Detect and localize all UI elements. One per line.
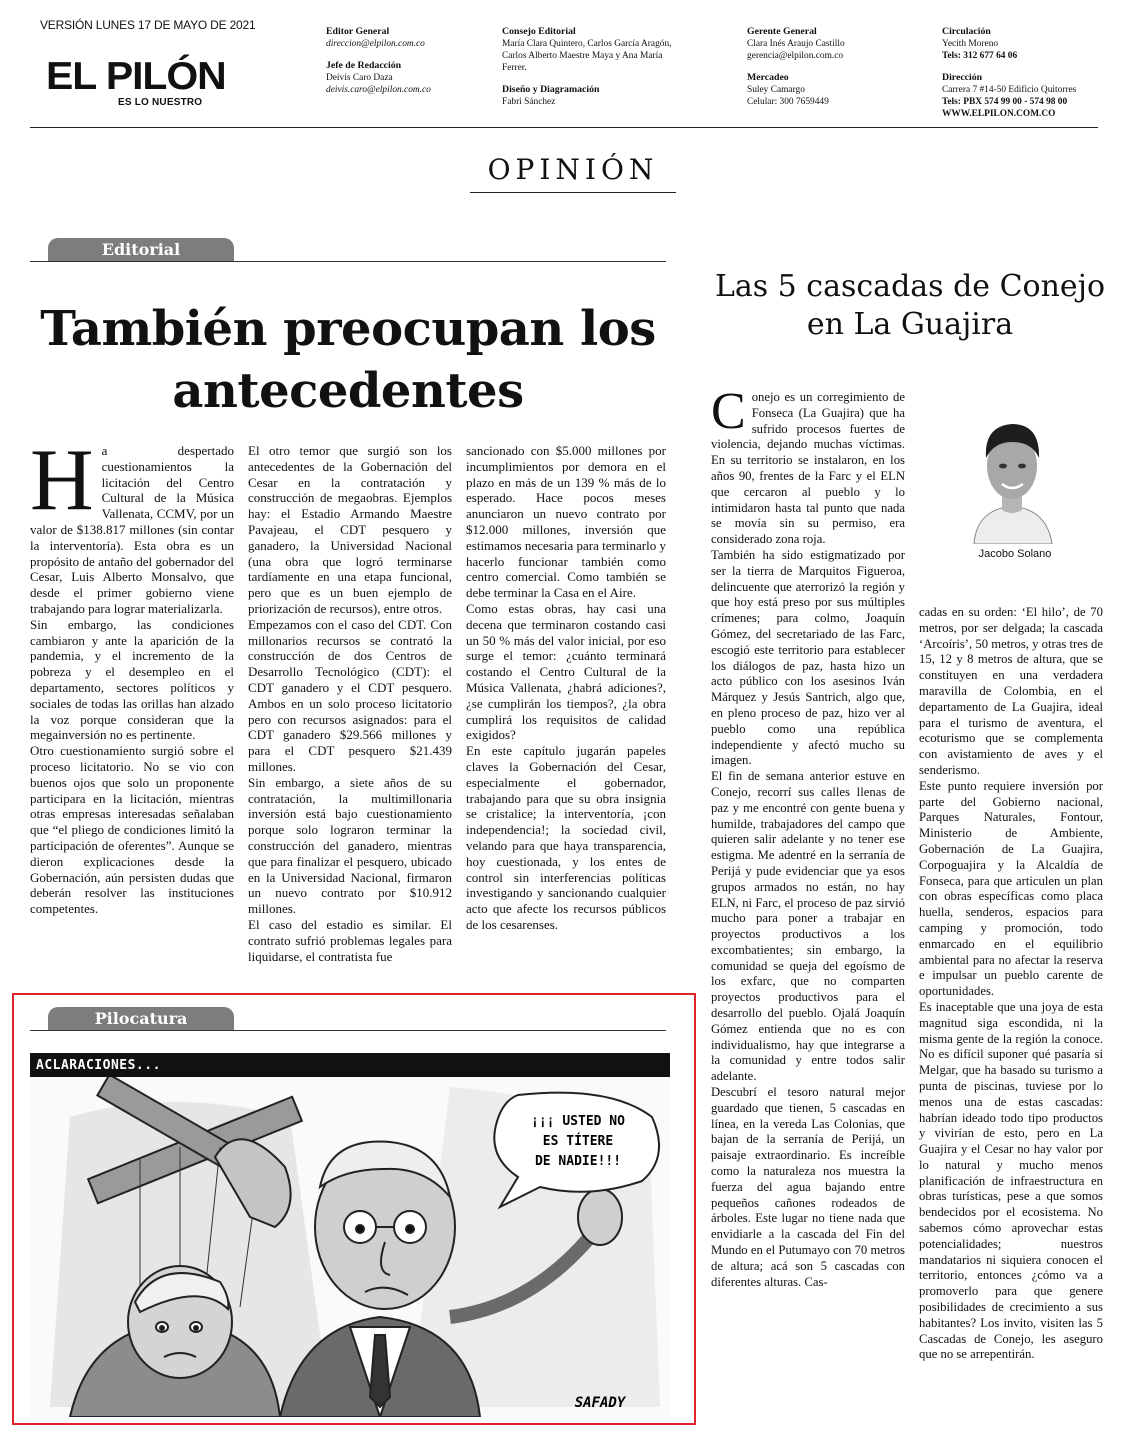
staff-editor: Editor General direccion@elpilon.com.co Jefe de Redacción Deivis Caro Daza deivis.caro@elpilon.com.co (326, 26, 486, 96)
author-name: Jacobo Solano (978, 548, 1052, 560)
paragraph: a despertado cuestionamientos la licitación del Centro Cultural de la Música Vallenata, CCMV, por un valor de $138.817 millones (sin contar la interventoría). Esta obra es un propósito de antaño del gobernador del Cesar, Luis Alberto Monsalvo, que desde el primer gobierno viene trabajando para lograr materializarla. (30, 443, 234, 616)
staff-line: deivis.caro@elpilon.com.co (326, 85, 431, 95)
staff-consejo: Consejo Editorial María Clara Quintero, Carlos García Aragón, Carlos Alberto Maestre Maya y Ana María Ferrer. Diseño y Diagramación Fabri Sánchez (502, 26, 712, 108)
pilocatura-tab: Pilocatura (48, 1007, 234, 1030)
paragraph: Es inaceptable que una joya de esta magnitud siga escondida, ni la misma gente de la región la conoce. No es difícil suponer qué pasaría si Melgar, que ha basado su turismo a punta de piscinas, tuviese por lo menos una de estas cascadas: habrían ideado todo tipo productos y vivirían de esto, pero en La Guajira y el Cesar no hay valor por lo natural y mucho menos planificación de infraestructura en obras turísticas, pese a que somos bendecidos por el ecosistema. No sabemos cómo aprovechar estas potencialidades; nuestros mandatarios ni siquiera conocen el territorio, entonces ¿cómo va a promoverlo para que genere posibilidades de crecimiento a sus habitantes? Los invito, visiten las 5 Cascadas de Conejo, les aseguro que no se arrepentirán. (919, 999, 1103, 1362)
staff-line: Carrera 7 #14-50 Edificio Quitorres (942, 85, 1077, 95)
drop-cap: C (711, 383, 746, 440)
masthead-divider (30, 127, 1098, 128)
staff-line: Tels: PBX 574 99 00 - 574 98 00 (942, 97, 1068, 107)
staff-line: Deivis Caro Daza (326, 73, 393, 83)
paragraph: Sin embargo, a siete años de su contratación, la multimillonaria inversión está bajo cuestionamiento porque solo lograron terminar la construcción del ganadero, mientras que para finalizar el pesquero, ubicado en la Universidad Nacional, firmaron un nuevo contrato por $10.912 millones. (248, 774, 452, 917)
edition-date: VERSIÓN LUNES 17 DE MAYO DE 2021 (40, 18, 256, 32)
paragraph: Sin embargo, las condiciones cambiaron y ante la aparición de la pandemia, y el incremento de la pobreza y el desempleo en el departamento, sectores políticos y sociales de todas las orillas han alzado la voz porque consideran que la megainversión no es pertinente. (30, 616, 234, 743)
staff-gerencia: Gerente General Clara Inés Araujo Castillo gerencia@elpilon.com.co Mercadeo Suley Camargo Celular: 300 7659449 (747, 26, 907, 108)
editorial-column-1 (30, 432, 234, 917)
paragraph: El fin de semana anterior estuve en Conejo, recorrí sus calles llenas de paz y me encontré con gente buena y humilde, trabajadores del campo que quieren salir adelante y no tener ese estigma. Me adentré en la serranía de Perijá y pude evidenciar que ya esos grupos armados no están, no hay ELN, ni Farc, el proceso de paz sirvió mucho para poner a trabajar en proyectos productivos a los excombatientes; sin embargo, la comunidad se queja del egoísmo de los exfarc, que no comparten proyectos productivos para el desarrollo del pueblo. Ojalá Joaquín Gómez entienda que no es con individualismo, hay que integrarse a la comunidad y entre todos salir adelante. (711, 769, 905, 1084)
staff-line: Fabri Sánchez (502, 97, 556, 107)
opinion-headline: Las 5 cascadas de Conejo en La Guajira (714, 269, 1106, 342)
staff-circulacion: Circulación Yecith Moreno Tels: 312 677 64 06 Dirección Carrera 7 #14-50 Edificio Quitorres Tels: PBX 574 99 00 - 574 98 00 WWW.ELPILON.COM.CO (942, 26, 1112, 120)
paragraph: onejo es un corregimiento de Fonseca (La Guajira) que ha sufrido procesos fuertes de violencia, dejando muchas víctimas. En su territorio se instalaron, en los años 90, frentes de la Farc y el ELN que cercaron al pueblo y lo intimidaron hasta tal punto que nada se movía sin su permiso, era considerado zona roja. (711, 390, 905, 547)
paragraph: Descubrí el tesoro natural mejor guardado que tienen, 5 cascadas en línea, en la vereda Las Colonias, que bajan de la serranía de Perijá, un paisaje extraordinario. Es increíble como la naturaleza nos muestra la fuerza del agua bajando entre pequeños cañones rodeados de árboles. Este lugar no tiene nada que envidiarle a la cascada del Fin del Mundo en el Putumayo con 70 metros de altura; acá son 5 cascadas con diferentes alturas. Cas- (711, 1085, 905, 1289)
pilocatura-rule (30, 1030, 666, 1031)
opinion-column-1 (711, 383, 905, 1290)
paragraph: El otro temor que surgió son los antecedentes de la Gobernación del Cesar en la contratación y construcción de megaobras. Ejemplos hay: el Estadio Armando Maestre Pavajeau, el CDT pesquero y ganadero, la Universidad Nacional (una obra que logró terminarse tardíamente en una etapa funcional, pero que es un buen ejemplo de priorización de recursos), entre otros. (248, 443, 452, 616)
staff-line: Celular: 300 7659449 (747, 97, 829, 107)
editorial-column-3 (466, 443, 666, 933)
staff-line: Ferrer. (502, 63, 527, 73)
staff-line: gerencia@elpilon.com.co (747, 51, 844, 61)
paragraph: Este punto requiere inversión por parte del Gobierno nacional, Parques Naturales, Fontour, Ministerio de Ambiente, Gobernación de La Guajira, Corpoguajira y la Alcaldía de Fonseca, para que articulen un plan con obras específicas como placa huella, senderos, espacios para camping y promoción, todo enmarcado en el equilibrio ambiental para no afectar la reserva e impulsar un pueblo carente de oportunidades. (919, 778, 1103, 999)
paragraph: cadas en su orden: ‘El hilo’, de 70 metros, por ser delgada; la cascada ‘Arcoíris’, 50 metros, y otras tres de 15, 12 y 8 metros de altura, que se constituyen en una verdadera maravilla de Colombia, en el departamento de La Guajira, ideal para el turismo de aventura, el ecoturismo que se complementa con avistamiento de aves y el senderismo. (919, 605, 1103, 777)
paragraph: También ha sido estigmatizado por ser la tierra de Marquitos Figueroa, delincuente que aterrorizó la región y que hoy está preso por sus múltiples crímenes; para colmo, Joaquín Gómez, del secretariado de las Farc, escogió este territorio para establecer los diálogos de paz, hasta hizo un acto público con los asesinos Iván Márquez y Jesús Santrich, algo que, en pleno proceso de paz, hizo ver al pueblo como una república independiente y afectó mucho su imagen. (711, 547, 905, 768)
cartoon-banner: ACLARACIONES... (30, 1053, 670, 1077)
paragraph: Como estas obras, hay casi una decena que terminaron costando casi un 50 % más del valor inicial, por eso surge el temor: ¿cuánto terminará costando el Centro Cultural de la Música Vallenata, ¿habrá adiciones?, ¿se cumplirán los tiempos?, ¿la obra cumplirá los requisitos de calidad exigidos? (466, 600, 666, 743)
staff-line: direccion@elpilon.com.co (326, 39, 425, 49)
staff-line: Carlos Alberto Maestre Maya y Ana María (502, 51, 663, 61)
editorial-tab-row (30, 238, 666, 262)
editorial-tab: Editorial (48, 238, 234, 261)
paragraph: Empezamos con el caso del CDT. Con millonarios recursos se contrató la construcción de dos Centros de Desarrollo Tecnológico (CDT): el CDT ganadero y el CDT pesquero. Ambos en un solo proceso licitatorio pero con recursos asignados: para el CDT ganadero $29.566 millones y para el CDT pesquero $21.439 millones. (248, 616, 452, 774)
website-link[interactable]: WWW.ELPILON.COM.CO (942, 109, 1056, 119)
staff-line: Suley Camargo (747, 85, 805, 95)
newspaper-slogan: ES LO NUESTRO (118, 97, 203, 108)
pilocatura-tab-row (30, 1007, 666, 1031)
paragraph: Otro cuestionamiento surgió sobre el proceso licitatorio. No se vio con buenos ojos que solo un proponente participara en la licitación, mientras otras empresas interesadas señalaban que “el pliego de condiciones limitó la participación de oferentes”. Aunque se dieron explicaciones desde la Gobernación, aún persisten dudas que deberán resolver las instituciones competentes. (30, 743, 234, 917)
opinion-column-2 (919, 605, 1103, 1363)
cartoonist-signature: SAFADY (574, 1395, 626, 1411)
speech-bubble-line: DE NADIE!!! (534, 1154, 622, 1169)
paragraph: sancionado con $5.000 millones por incumplimientos por demora en el plazo en más de un 139 % más de lo esperado. Hace pocos meses anunciaron un nuevo contrato por $12.000 millones, inversión que estimamos necesaria para terminarlo y hacerlo funcionar también como centro comercial. Como también se debe terminar la Casa en el Aire. (466, 443, 666, 601)
newspaper-logo: EL PILÓN (46, 55, 226, 98)
section-title: OPINIÓN (470, 153, 676, 193)
staff-line: Clara Inés Araujo Castillo (747, 39, 845, 49)
speech-bubble-line: ES TÍTERE (542, 1134, 614, 1149)
drop-cap: H (30, 432, 94, 529)
paragraph: El caso del estadio es similar. El contrato sufrió problemas legales para liquidarse, el contratista fue (248, 916, 452, 964)
editorial-headline: También preocupan los antecedentes (40, 301, 656, 419)
staff-line: Tels: 312 677 64 06 (942, 51, 1018, 61)
political-cartoon (30, 1077, 670, 1417)
editorial-rule (30, 261, 666, 262)
author-photo (966, 412, 1058, 544)
speech-bubble-line: ¡¡¡ USTED NO (531, 1114, 625, 1129)
staff-line: Yecith Moreno (942, 39, 999, 49)
paragraph: En este capítulo jugarán papeles claves la Gobernación del Cesar, especialmente el gobernador, trabajando para que su obra insignia se cristalice; la interventoría, ¡con independencia!; la sociedad civil, velando para que haya transparencia, hoy cuestionada, y los entes de control sin interferencias políticas investigando y sancionando cualquier acto que afecte los recursos públicos de los cesarenses. (466, 743, 666, 932)
staff-line: María Clara Quintero, Carlos García Aragón, (502, 39, 672, 49)
editorial-column-2 (248, 443, 452, 964)
